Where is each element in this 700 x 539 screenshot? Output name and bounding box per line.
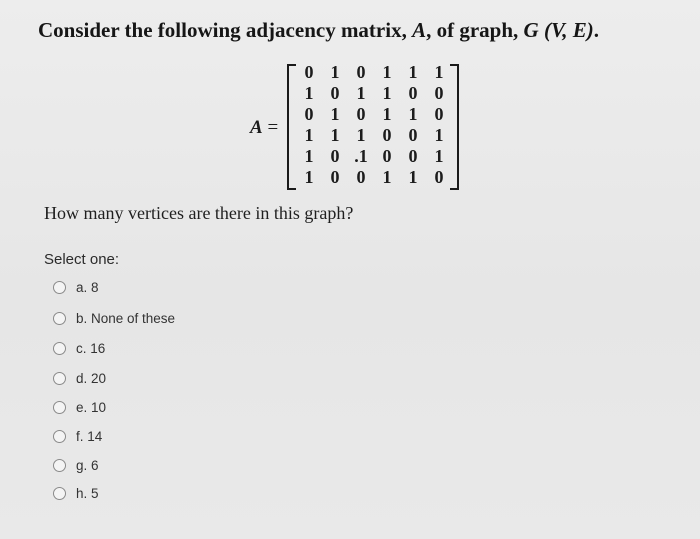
radio-button[interactable]: [53, 430, 66, 443]
matrix-label: [250, 117, 278, 139]
matrix-cell: 1: [408, 62, 418, 82]
select-one-label: Select one:: [44, 251, 120, 268]
answer-option-label: c. 16: [76, 340, 106, 356]
answer-option-label: g. 6: [76, 457, 99, 473]
radio-button[interactable]: [53, 281, 66, 294]
matrix-cell: 0: [356, 62, 366, 82]
answer-option[interactable]: [53, 425, 102, 447]
matrix-cell: 1: [434, 125, 444, 145]
answer-option-label: d. 20: [76, 370, 107, 386]
matrix-cell: 0: [330, 167, 340, 187]
matrix-cell: 0: [330, 83, 340, 103]
answer-option-label: f. 14: [76, 428, 103, 444]
matrix-variable: A: [250, 117, 263, 138]
matrix-cell: 1: [304, 167, 314, 187]
matrix-cell: 0: [434, 104, 444, 124]
matrix-equals: =: [262, 117, 279, 138]
matrix-cell: 1: [304, 83, 314, 103]
matrix-cell: 0: [304, 104, 314, 124]
matrix-cell: 1: [434, 146, 444, 166]
answer-option[interactable]: [53, 367, 106, 389]
answer-option[interactable]: [53, 482, 99, 504]
title-graph-symbol: G (V, E): [523, 18, 594, 42]
answer-option[interactable]: [53, 454, 99, 476]
title-text-mid: , of graph,: [426, 18, 524, 42]
matrix-cell: 1: [382, 167, 392, 187]
matrix-cell: 0: [408, 146, 418, 166]
matrix-cell: 1: [382, 83, 392, 103]
matrix-cell: 1: [356, 83, 366, 103]
matrix-cell: 1: [408, 167, 418, 187]
adjacency-matrix: [286, 62, 460, 190]
answer-option-label: b. None of these: [76, 310, 176, 326]
matrix-cell: 1: [304, 146, 314, 166]
matrix-cell: 1: [330, 62, 340, 82]
matrix-cell: 1: [330, 104, 340, 124]
matrix-right-bracket: [450, 64, 459, 190]
matrix-cell: 1: [304, 125, 314, 145]
matrix-cell: 0: [408, 125, 418, 145]
matrix-cell: 1: [356, 125, 366, 145]
answer-option[interactable]: [53, 307, 175, 329]
matrix-cell: 1: [408, 104, 418, 124]
answer-option[interactable]: [53, 337, 105, 359]
title-text: Consider the following adjacency matrix,: [38, 18, 413, 42]
matrix-cell: 0: [356, 104, 366, 124]
title-matrix-symbol: A: [412, 18, 427, 42]
radio-button[interactable]: [53, 342, 66, 355]
matrix-grid: [296, 62, 452, 188]
answer-option-label: e. 10: [76, 399, 107, 415]
matrix-cell: 0: [434, 83, 444, 103]
matrix-cell: 0: [408, 83, 418, 103]
matrix-cell: .1: [354, 146, 368, 166]
answer-option[interactable]: [53, 396, 106, 418]
matrix-cell: 1: [382, 104, 392, 124]
matrix-cell: 1: [382, 62, 392, 82]
answer-option-label: a. 8: [76, 279, 99, 295]
matrix-cell: 0: [434, 167, 444, 187]
matrix-cell: 0: [382, 125, 392, 145]
answer-option[interactable]: [53, 276, 99, 298]
radio-button[interactable]: [53, 459, 66, 472]
radio-button[interactable]: [53, 312, 66, 325]
answer-option-label: h. 5: [76, 485, 99, 501]
question-prompt: How many vertices are there in this graph?: [44, 203, 354, 223]
title-period: .: [593, 18, 600, 42]
matrix-cell: 0: [304, 62, 314, 82]
question-title: [38, 18, 599, 43]
matrix-cell: 0: [356, 167, 366, 187]
radio-button[interactable]: [53, 372, 66, 385]
matrix-left-bracket: [287, 64, 296, 190]
matrix-cell: 1: [330, 125, 340, 145]
matrix-cell: 0: [382, 146, 392, 166]
radio-button[interactable]: [53, 487, 66, 500]
radio-button[interactable]: [53, 401, 66, 414]
matrix-cell: 1: [434, 62, 444, 82]
matrix-cell: 0: [330, 146, 340, 166]
